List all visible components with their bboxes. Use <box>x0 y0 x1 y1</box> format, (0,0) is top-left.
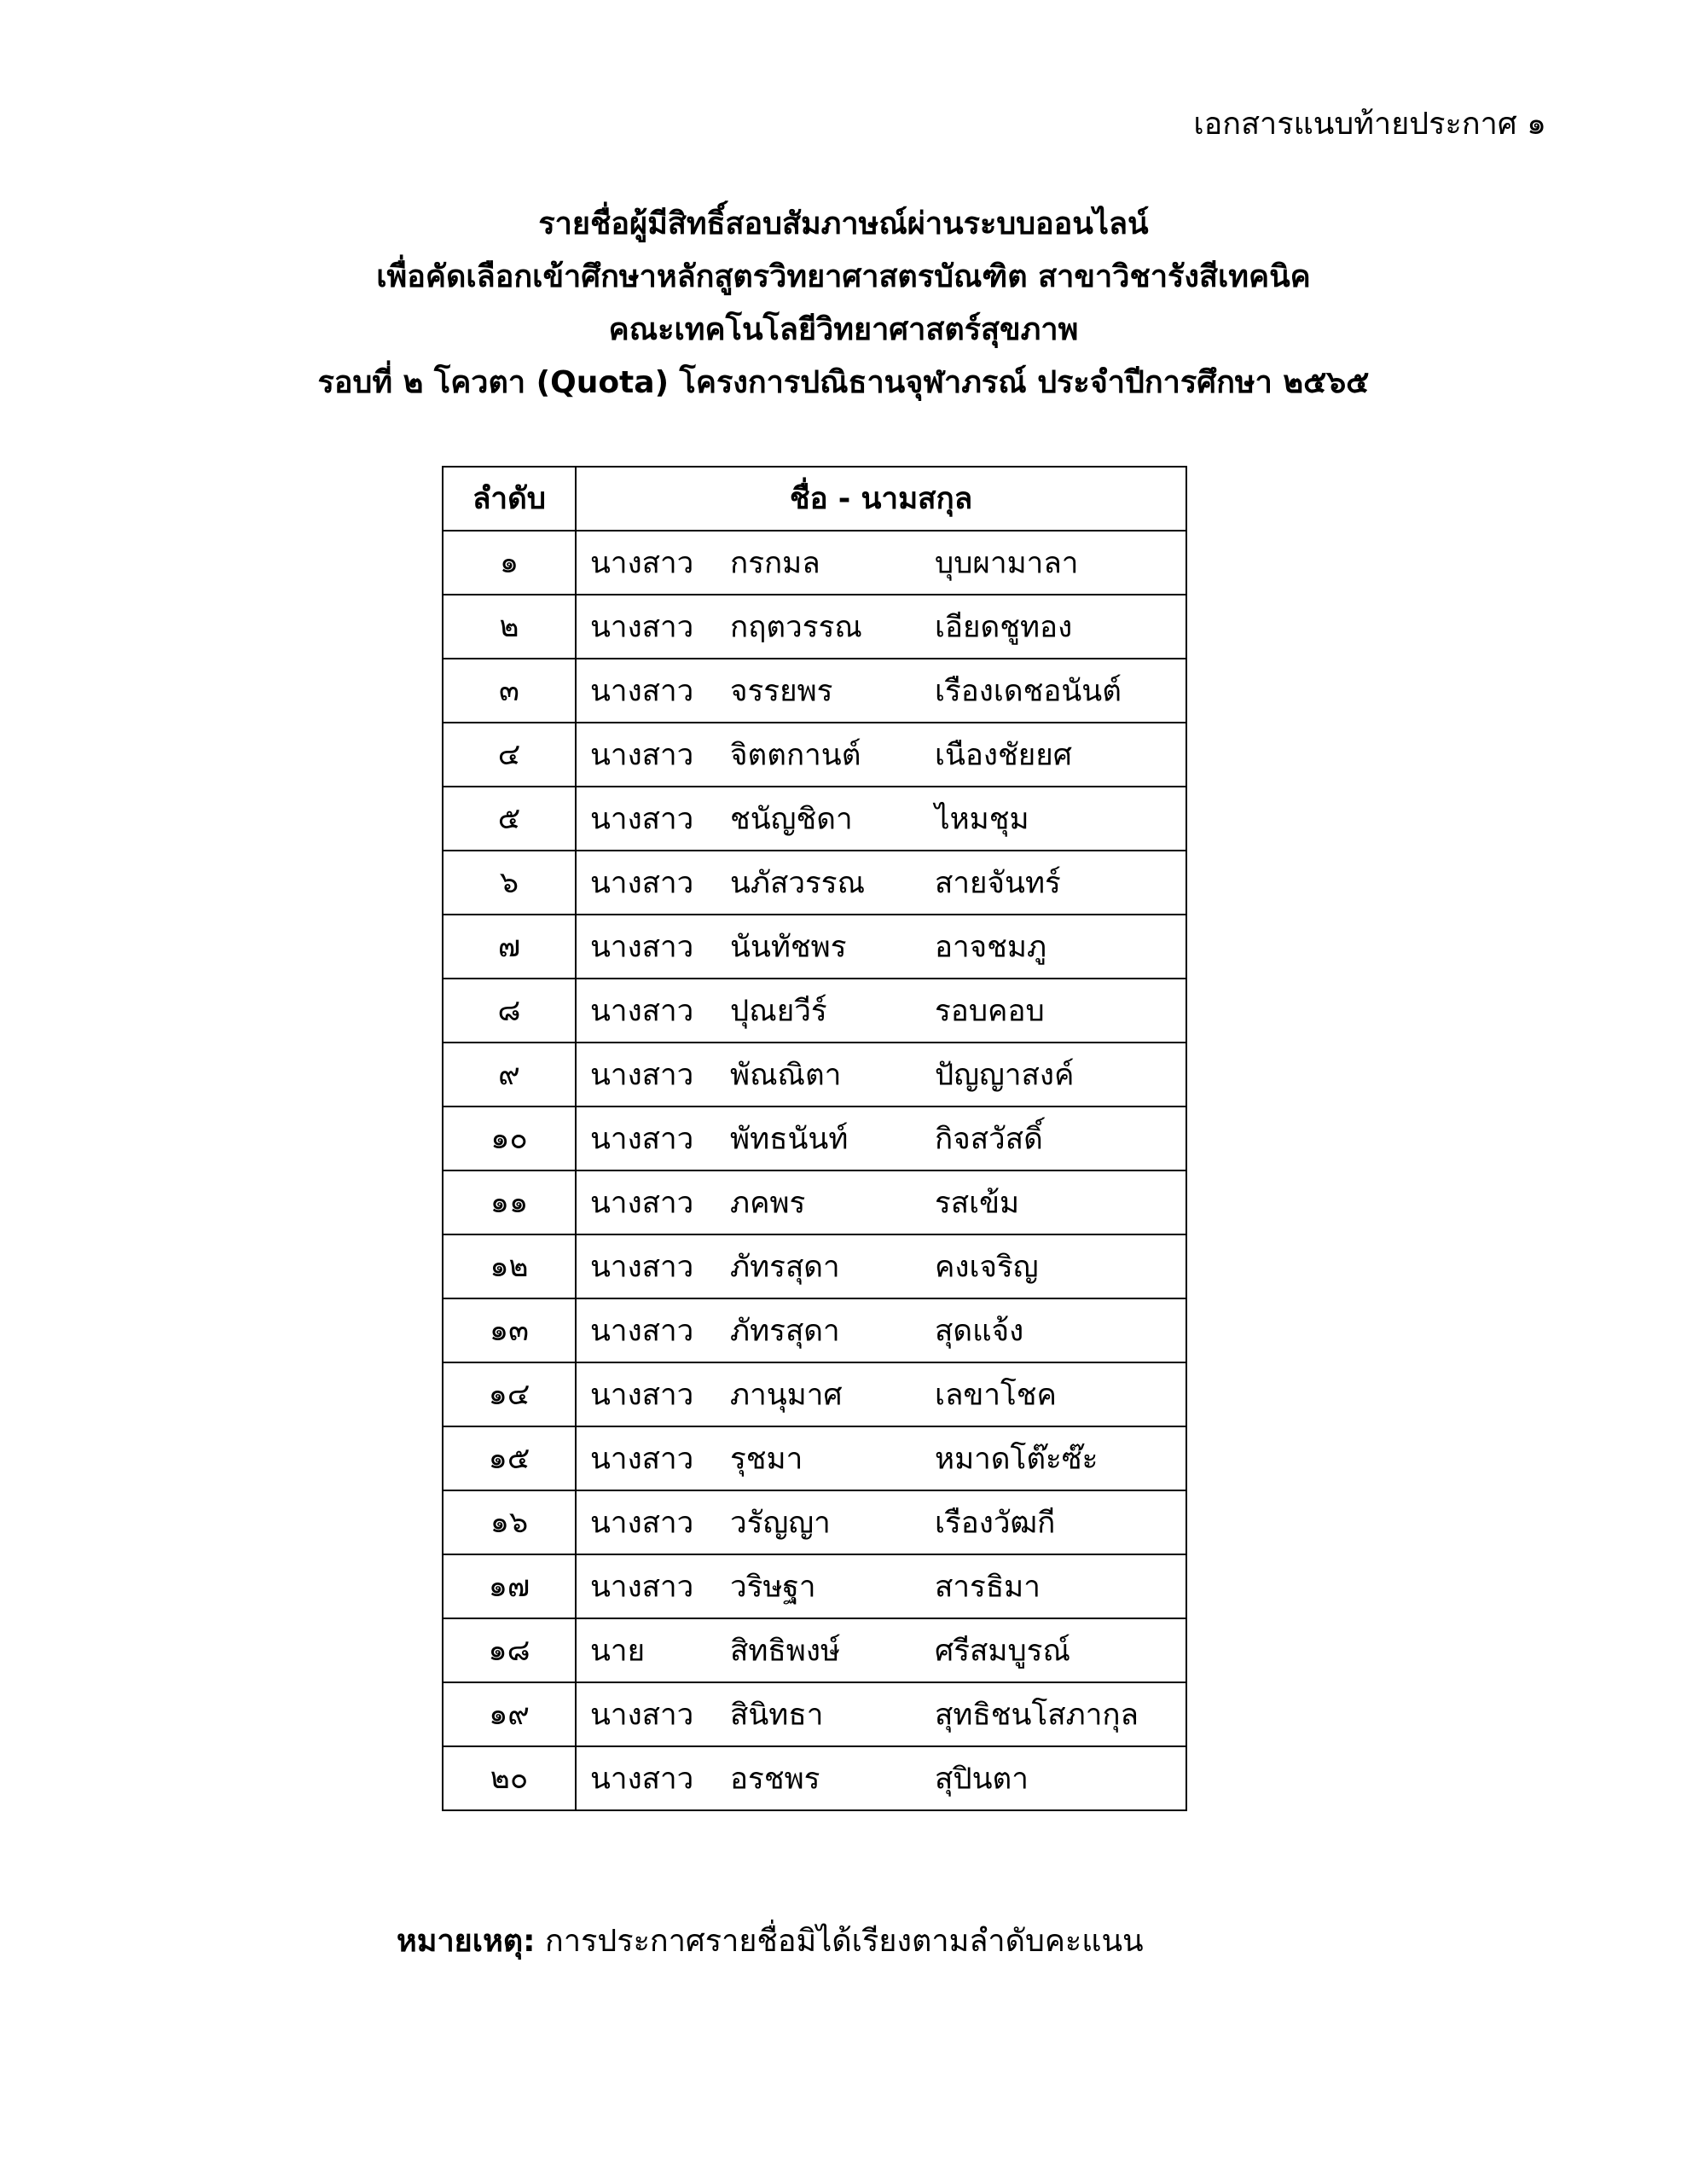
first-name: ภานุมาศ <box>730 1378 843 1412</box>
table-row <box>443 1362 1186 1426</box>
name-title: นางสาว <box>590 1762 694 1796</box>
table-row <box>443 1490 1186 1554</box>
last-name: สายจันทร์ <box>935 866 1061 900</box>
last-name: รอบคอบ <box>935 994 1045 1028</box>
heading-line-3: คณะเทคโนโลยีวิทยาศาสตร์สุขภาพ <box>608 312 1079 347</box>
row-full-name <box>576 915 1186 979</box>
last-name: เรืองเดชอนันต์ <box>935 674 1122 708</box>
candidate-table <box>442 466 1187 1811</box>
name-title: นางสาว <box>590 802 694 836</box>
attachment-label: เอกสารแนบท้ายประกาศ ๑ <box>1193 107 1546 142</box>
table-row <box>443 787 1186 851</box>
last-name: สุปินตา <box>935 1762 1029 1796</box>
name-title: นางสาว <box>590 930 694 964</box>
row-full-name <box>576 595 1186 659</box>
row-order: ๑ <box>443 531 576 595</box>
row-full-name <box>576 1043 1186 1107</box>
first-name: ชนัญชิดา <box>730 802 853 836</box>
row-order: ๑๐ <box>443 1107 576 1170</box>
first-name: พัทธนันท์ <box>730 1122 849 1156</box>
last-name: สารธิมา <box>935 1570 1041 1604</box>
table-row <box>443 1234 1186 1298</box>
table-row <box>443 1170 1186 1234</box>
row-full-name <box>576 1682 1186 1746</box>
name-title: นางสาว <box>590 1186 694 1220</box>
table-row <box>443 1107 1186 1170</box>
name-title: นางสาว <box>590 1378 694 1412</box>
row-full-name <box>576 723 1186 787</box>
name-title: นางสาว <box>590 738 694 772</box>
announcement-heading <box>0 198 1687 410</box>
table-row <box>443 1043 1186 1107</box>
row-full-name <box>576 531 1186 595</box>
first-name: ภัทรสุดา <box>730 1250 840 1284</box>
table-row <box>443 1426 1186 1490</box>
table-row <box>443 979 1186 1043</box>
row-order: ๒ <box>443 595 576 659</box>
table-row <box>443 851 1186 915</box>
first-name: นภัสวรรณ <box>730 866 866 900</box>
first-name: กฤตวรรณ <box>730 610 862 644</box>
first-name: นันทัชพร <box>730 930 847 964</box>
table-header-row <box>443 467 1186 531</box>
row-order: ๗ <box>443 915 576 979</box>
last-name: เลขาโชค <box>935 1378 1057 1412</box>
row-full-name <box>576 1490 1186 1554</box>
row-full-name <box>576 659 1186 723</box>
row-order: ๑๗ <box>443 1554 576 1618</box>
last-name: สุทธิชนโสภากุล <box>935 1698 1139 1732</box>
row-full-name <box>576 1746 1186 1810</box>
table-row <box>443 1618 1186 1682</box>
table-row <box>443 1298 1186 1362</box>
first-name: กรกมล <box>730 546 820 580</box>
row-full-name <box>576 1234 1186 1298</box>
last-name: กิจสวัสดิ์ <box>935 1122 1043 1156</box>
row-order: ๑๔ <box>443 1362 576 1426</box>
row-full-name <box>576 1426 1186 1490</box>
first-name: ภัทรสุดา <box>730 1314 840 1348</box>
first-name: รุชมา <box>730 1442 803 1476</box>
last-name: ปัญญาสงค์ <box>935 1058 1075 1092</box>
row-full-name <box>576 1170 1186 1234</box>
row-order: ๑๒ <box>443 1234 576 1298</box>
first-name: พัณณิตา <box>730 1058 842 1092</box>
footnote-label: หมายเหตุ: <box>397 1924 536 1959</box>
name-title: นางสาว <box>590 610 694 644</box>
heading-line-4: รอบที่ ๒ โควตา (Quota) โครงการปณิธานจุฬาภรณ์ ประจำปีการศึกษา ๒๕๖๕ <box>317 365 1370 400</box>
name-title: นางสาว <box>590 1442 694 1476</box>
table-row <box>443 1746 1186 1810</box>
name-title: นางสาว <box>590 994 694 1028</box>
table-body <box>443 531 1186 1810</box>
name-title: นางสาว <box>590 1250 694 1284</box>
name-title: นางสาว <box>590 866 694 900</box>
row-order: ๖ <box>443 851 576 915</box>
name-title: นาย <box>590 1634 646 1668</box>
first-name: อรชพร <box>730 1762 820 1796</box>
first-name: วรัญญา <box>730 1506 831 1540</box>
table-row <box>443 723 1186 787</box>
name-title: นางสาว <box>590 1506 694 1540</box>
last-name: สุดแจ้ง <box>935 1314 1024 1348</box>
last-name: เอียดชูทอง <box>935 610 1073 644</box>
row-order: ๑๙ <box>443 1682 576 1746</box>
last-name: รสเข้ม <box>935 1186 1020 1220</box>
first-name: จรรยพร <box>730 674 833 708</box>
first-name: สิทธิพงษ์ <box>730 1634 841 1668</box>
first-name: ปุณยวีร์ <box>730 994 827 1028</box>
row-order: ๑๓ <box>443 1298 576 1362</box>
table-row <box>443 595 1186 659</box>
name-title: นางสาว <box>590 1058 694 1092</box>
name-title: นางสาว <box>590 546 694 580</box>
last-name: ศรีสมบูรณ์ <box>935 1634 1070 1668</box>
row-order: ๓ <box>443 659 576 723</box>
row-full-name <box>576 787 1186 851</box>
name-title: นางสาว <box>590 674 694 708</box>
first-name: ภคพร <box>730 1186 806 1220</box>
last-name: หมาดโต๊ะซ๊ะ <box>935 1442 1099 1476</box>
table-row <box>443 531 1186 595</box>
header-order: ลำดับ <box>443 467 576 531</box>
table-row <box>443 1554 1186 1618</box>
last-name: คงเจริญ <box>935 1250 1039 1284</box>
row-order: ๑๑ <box>443 1170 576 1234</box>
name-title: นางสาว <box>590 1122 694 1156</box>
row-full-name <box>576 1107 1186 1170</box>
row-order: ๑๘ <box>443 1618 576 1682</box>
last-name: เนืองชัยยศ <box>935 738 1072 772</box>
first-name: วริษฐา <box>730 1570 816 1604</box>
table-row <box>443 915 1186 979</box>
row-order: ๔ <box>443 723 576 787</box>
row-full-name <box>576 1554 1186 1618</box>
heading-line-1: รายชื่อผู้มีสิทธิ์สอบสัมภาษณ์ผ่านระบบออนไลน์ <box>538 206 1149 241</box>
last-name: อาจชมภู <box>935 930 1047 964</box>
name-title: นางสาว <box>590 1698 694 1732</box>
first-name: สินิทธา <box>730 1698 824 1732</box>
last-name: บุบผามาลา <box>935 546 1079 580</box>
table-row <box>443 1682 1186 1746</box>
row-order: ๕ <box>443 787 576 851</box>
name-title: นางสาว <box>590 1314 694 1348</box>
last-name: เรืองวัฒกี <box>935 1506 1056 1540</box>
row-full-name <box>576 1362 1186 1426</box>
header-name: ชื่อ - นามสกุล <box>576 467 1186 531</box>
row-order: ๑๕ <box>443 1426 576 1490</box>
heading-line-2: เพื่อคัดเลือกเข้าศึกษาหลักสูตรวิทยาศาสตรบัณฑิต สาขาวิชารังสีเทคนิค <box>376 259 1311 294</box>
name-title: นางสาว <box>590 1570 694 1604</box>
row-full-name <box>576 1618 1186 1682</box>
row-order: ๙ <box>443 1043 576 1107</box>
row-order: ๑๖ <box>443 1490 576 1554</box>
row-full-name <box>576 851 1186 915</box>
footnote <box>397 1918 1144 1966</box>
last-name: ไหมชุม <box>935 802 1029 836</box>
table-row <box>443 659 1186 723</box>
row-full-name <box>576 979 1186 1043</box>
row-full-name <box>576 1298 1186 1362</box>
row-order: ๒๐ <box>443 1746 576 1810</box>
footnote-text: การประกาศรายชื่อมิได้เรียงตามลำดับคะแนน <box>535 1924 1144 1959</box>
first-name: จิตตกานต์ <box>730 738 861 772</box>
row-order: ๘ <box>443 979 576 1043</box>
